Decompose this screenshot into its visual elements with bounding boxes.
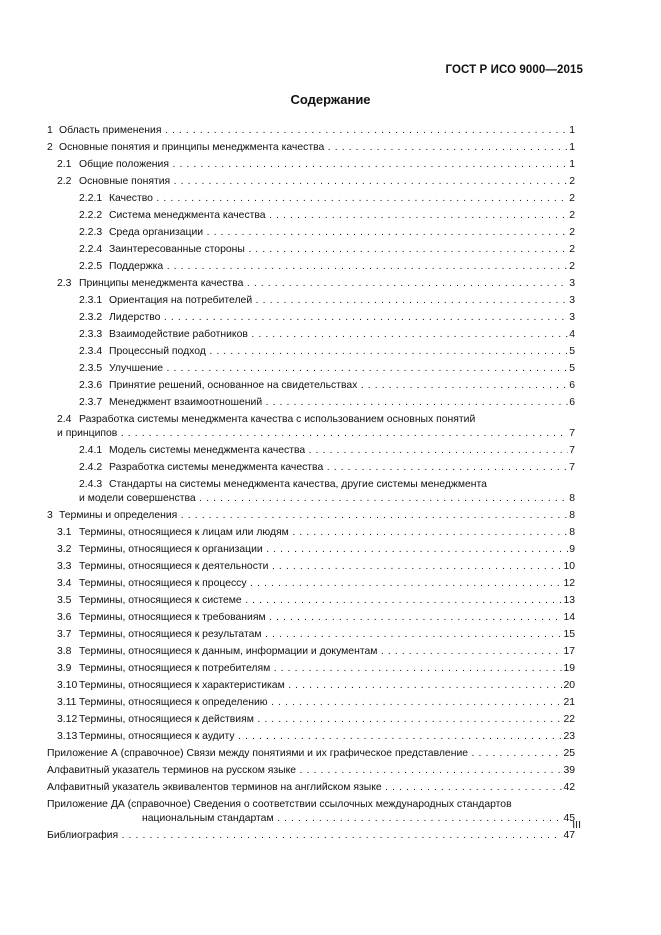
- toc-dot-leader: [285, 680, 575, 691]
- toc-entry-number: 3.13: [57, 731, 78, 742]
- toc-entry-page: 47: [563, 830, 575, 841]
- toc-entry-page: 1: [569, 125, 575, 136]
- toc-dot-leader: [262, 629, 575, 640]
- toc-entry-number: 3.8: [57, 646, 72, 657]
- toc-entry[interactable]: [47, 328, 575, 342]
- table-of-contents: [47, 124, 575, 846]
- toc-entry-title: Термины, относящиеся к организации: [79, 544, 263, 555]
- toc-entry-page: 42: [563, 782, 575, 793]
- toc-dot-leader: [196, 493, 575, 504]
- toc-entry-page: 8: [569, 527, 575, 538]
- toc-entry-number: 2.4.1: [79, 445, 103, 456]
- toc-entry-title: Термины, относящиеся к действиям: [79, 714, 254, 725]
- toc-entry-number: 2.2.4: [79, 244, 103, 255]
- toc-dot-leader: [377, 646, 575, 657]
- toc-entry[interactable]: [47, 209, 575, 223]
- toc-entry[interactable]: [47, 730, 575, 744]
- toc-dot-leader: [305, 445, 575, 456]
- toc-dot-leader: [252, 295, 575, 306]
- toc-entry-number: 2: [47, 142, 53, 153]
- toc-entry-title: Термины, относящиеся к деятельности: [79, 561, 269, 572]
- toc-entry-page: 8: [569, 493, 575, 504]
- toc-entry-number: 2.1: [57, 159, 72, 170]
- toc-entry-title: Термины, относящиеся к процессу: [79, 578, 247, 589]
- toc-entry-page: 7: [569, 428, 575, 439]
- toc-entry-continuation[interactable]: [47, 812, 575, 826]
- toc-entry[interactable]: [47, 294, 575, 308]
- toc-dot-leader: [170, 176, 575, 187]
- toc-entry-page: 12: [563, 578, 575, 589]
- toc-entry-title: Термины, относящиеся к определению: [79, 697, 268, 708]
- toc-entry-page: 5: [569, 363, 575, 374]
- toc-dot-leader: [262, 397, 575, 408]
- toc-entry-page: 7: [569, 445, 575, 456]
- toc-entry-page: 39: [563, 765, 575, 776]
- toc-entry[interactable]: [47, 764, 575, 778]
- toc-entry[interactable]: [47, 798, 575, 812]
- toc-entry-title: Термины, относящиеся к потребителям: [79, 663, 271, 674]
- toc-entry-number: 3.9: [57, 663, 72, 674]
- toc-entry[interactable]: [47, 577, 575, 591]
- toc-entry[interactable]: [47, 611, 575, 625]
- toc-entry-title: Термины, относящиеся к лицам или людям: [79, 527, 289, 538]
- toc-entry-number: 2.3.3: [79, 329, 103, 340]
- toc-entry-page: 10: [563, 561, 575, 572]
- toc-entry-title-continuation: национальным стандартам: [142, 813, 274, 824]
- toc-dot-leader: [169, 159, 575, 170]
- toc-entry[interactable]: [47, 175, 575, 189]
- toc-entry-page: 2: [569, 227, 575, 238]
- toc-entry[interactable]: [47, 461, 575, 475]
- toc-entry-continuation[interactable]: [47, 427, 575, 441]
- toc-dot-leader: [357, 380, 575, 391]
- toc-entry-title: Разработка системы менеджмента качества: [109, 462, 324, 473]
- toc-dot-leader: [248, 329, 575, 340]
- toc-entry[interactable]: [47, 478, 575, 492]
- toc-entry-page: 17: [563, 646, 575, 657]
- toc-entry[interactable]: [47, 192, 575, 206]
- toc-entry-title: Термины, относящиеся к аудиту: [79, 731, 235, 742]
- toc-entry[interactable]: [47, 362, 575, 376]
- toc-entry-page: 2: [569, 244, 575, 255]
- toc-entry[interactable]: [47, 645, 575, 659]
- toc-entry-number: 2.2.1: [79, 193, 103, 204]
- toc-dot-leader: [254, 714, 575, 725]
- standard-code: ГОСТ Р ИСО 9000—2015: [445, 64, 583, 76]
- toc-dot-leader: [266, 210, 575, 221]
- toc-dot-leader: [382, 782, 575, 793]
- toc-entry-page: 5: [569, 346, 575, 357]
- toc-entry-number: 3.4: [57, 578, 72, 589]
- toc-entry-page: 13: [563, 595, 575, 606]
- toc-dot-leader: [118, 830, 575, 841]
- toc-entry[interactable]: [47, 260, 575, 274]
- toc-entry-page: 21: [563, 697, 575, 708]
- toc-entry-page: 15: [563, 629, 575, 640]
- toc-dot-leader: [268, 697, 575, 708]
- toc-entry-number: 2.3.4: [79, 346, 103, 357]
- toc-entry[interactable]: [47, 662, 575, 676]
- toc-entry-title: Библиография: [47, 830, 119, 841]
- toc-entry-page: 22: [563, 714, 575, 725]
- toc-entry-number: 2.3.7: [79, 397, 103, 408]
- toc-entry[interactable]: [47, 311, 575, 325]
- toc-entry-number: 3.10: [57, 680, 78, 691]
- toc-entry-title: Лидерство: [109, 312, 161, 323]
- toc-entry-title: Модель системы менеджмента качества: [109, 445, 306, 456]
- toc-entry-number: 2.3.6: [79, 380, 103, 391]
- toc-dot-leader: [468, 748, 575, 759]
- toc-entry-page: 25: [563, 748, 575, 759]
- toc-entry-page: 3: [569, 295, 575, 306]
- toc-entry-title: Приложение А (справочное) Связи между понятиями и их графическое представление: [47, 748, 469, 759]
- toc-dot-leader: [268, 561, 575, 572]
- toc-dot-leader: [263, 544, 575, 555]
- toc-entry-title: Качество: [109, 193, 153, 204]
- toc-dot-leader: [235, 731, 575, 742]
- toc-entry-page: 7: [569, 462, 575, 473]
- toc-entry-page: 1: [569, 142, 575, 153]
- toc-entry-page: 3: [569, 278, 575, 289]
- toc-entry-page: 9: [569, 544, 575, 555]
- toc-entry-title: Принципы менеджмента качества: [79, 278, 244, 289]
- toc-entry-number: 3.7: [57, 629, 72, 640]
- toc-entry[interactable]: [47, 560, 575, 574]
- toc-entry[interactable]: [47, 243, 575, 257]
- toc-entry-number: 2.3: [57, 278, 72, 289]
- toc-entry-title: Заинтересованные стороны: [109, 244, 245, 255]
- toc-entry[interactable]: [47, 345, 575, 359]
- toc-entry-title: Менеджмент взаимоотношений: [109, 397, 263, 408]
- page-number: III: [572, 819, 581, 831]
- toc-entry[interactable]: [47, 543, 575, 557]
- toc-dot-leader: [274, 813, 575, 824]
- toc-entry-page: 2: [569, 176, 575, 187]
- toc-entry-page: 8: [569, 510, 575, 521]
- toc-entry[interactable]: [47, 781, 575, 795]
- toc-dot-leader: [177, 510, 575, 521]
- toc-entry-title-continuation: и модели совершенства: [79, 493, 196, 504]
- toc-entry-number: 2.3.1: [79, 295, 103, 306]
- toc-entry-title: Приложение ДА (справочное) Сведения о соответствии ссылочных международных стандартов: [47, 799, 512, 810]
- toc-entry-title: Область применения: [59, 125, 162, 136]
- toc-entry[interactable]: [47, 696, 575, 710]
- toc-entry-number: 2.4.2: [79, 462, 103, 473]
- toc-entry-title-continuation: и принципов: [57, 428, 118, 439]
- toc-entry-number: 3.12: [57, 714, 78, 725]
- toc-entry[interactable]: [47, 396, 575, 410]
- toc-dot-leader: [270, 663, 575, 674]
- toc-entry[interactable]: [47, 747, 575, 761]
- toc-entry[interactable]: [47, 526, 575, 540]
- toc-dot-leader: [247, 578, 575, 589]
- toc-entry-page: 2: [569, 210, 575, 221]
- toc-dot-leader: [203, 227, 575, 238]
- toc-entry-title: Термины, относящиеся к результатам: [79, 629, 262, 640]
- toc-entry-title: Термины, относящиеся к данным, информации и документам: [79, 646, 378, 657]
- toc-entry[interactable]: [47, 509, 575, 523]
- toc-entry-page: 20: [563, 680, 575, 691]
- toc-entry[interactable]: [47, 379, 575, 393]
- toc-entry[interactable]: [47, 713, 575, 727]
- toc-dot-leader: [243, 278, 575, 289]
- toc-entry-title: Алфавитный указатель эквивалентов терминов на английском языке: [47, 782, 382, 793]
- toc-entry-page: 4: [569, 329, 575, 340]
- toc-entry-number: 2.2.5: [79, 261, 103, 272]
- toc-dot-leader: [117, 428, 575, 439]
- toc-entry-number: 2.3.2: [79, 312, 103, 323]
- toc-entry-title: Улучшение: [109, 363, 164, 374]
- toc-entry-number: 2.4.3: [79, 479, 103, 490]
- toc-entry-title: Термины, относящиеся к характеристикам: [79, 680, 285, 691]
- toc-dot-leader: [161, 125, 575, 136]
- toc-entry-title: Термины, относящиеся к требованиям: [79, 612, 266, 623]
- toc-entry-title: Разработка системы менеджмента качества с использованием основных понятий: [79, 414, 476, 425]
- toc-dot-leader: [163, 261, 575, 272]
- toc-dot-leader: [206, 346, 575, 357]
- toc-entry[interactable]: [47, 141, 575, 155]
- toc-dot-leader: [242, 595, 575, 606]
- toc-entry-title: Общие положения: [79, 159, 169, 170]
- toc-entry-number: 3.11: [57, 697, 77, 708]
- toc-entry-title: Основные понятия и принципы менеджмента качества: [59, 142, 325, 153]
- toc-entry[interactable]: [47, 679, 575, 693]
- toc-entry-page: 6: [569, 397, 575, 408]
- toc-entry-title: Взаимодействие работников: [109, 329, 248, 340]
- toc-entry-title: Система менеджмента качества: [109, 210, 266, 221]
- toc-entry-number: 2.2.2: [79, 210, 103, 221]
- toc-entry[interactable]: [47, 444, 575, 458]
- toc-entry-page: 2: [569, 261, 575, 272]
- toc-entry-title: Поддержка: [109, 261, 164, 272]
- toc-entry-page: 3: [569, 312, 575, 323]
- toc-entry-title: Ориентация на потребителей: [109, 295, 253, 306]
- toc-dot-leader: [324, 142, 575, 153]
- toc-entry-number: 1: [47, 125, 53, 136]
- toc-entry-title: Стандарты на системы менеджмента качества, другие системы менеджмента: [109, 479, 487, 490]
- toc-entry-title: Среда организации: [109, 227, 204, 238]
- toc-entry-number: 2.3.5: [79, 363, 103, 374]
- toc-entry-number: 2.4: [57, 414, 72, 425]
- toc-entry-number: 2.2.3: [79, 227, 103, 238]
- toc-dot-leader: [160, 312, 575, 323]
- toc-entry[interactable]: [47, 628, 575, 642]
- toc-dot-leader: [245, 244, 575, 255]
- toc-entry-title: Термины и определения: [59, 510, 178, 521]
- toc-entry-number: 3.3: [57, 561, 72, 572]
- toc-entry-title: Процессный подход: [109, 346, 206, 357]
- toc-entry-number: 3.5: [57, 595, 72, 606]
- toc-entry-number: 3.1: [57, 527, 72, 538]
- toc-entry[interactable]: [47, 594, 575, 608]
- toc-entry-page: 6: [569, 380, 575, 391]
- toc-entry-continuation[interactable]: [47, 492, 575, 506]
- toc-entry[interactable]: [47, 124, 575, 138]
- toc-entry[interactable]: [47, 226, 575, 240]
- toc-entry-number: 3.2: [57, 544, 72, 555]
- toc-entry-page: 23: [563, 731, 575, 742]
- toc-entry-title: Термины, относящиеся к системе: [79, 595, 242, 606]
- toc-entry-title: Принятие решений, основанное на свидетельствах: [109, 380, 358, 391]
- toc-dot-leader: [266, 612, 575, 623]
- toc-entry[interactable]: [47, 277, 575, 291]
- toc-entry-number: 2.2: [57, 176, 72, 187]
- toc-entry-page: 1: [569, 159, 575, 170]
- toc-entry-number: 3.6: [57, 612, 72, 623]
- toc-dot-leader: [163, 363, 575, 374]
- toc-entry-title: Алфавитный указатель терминов на русском языке: [47, 765, 297, 776]
- toc-entry[interactable]: [47, 413, 575, 427]
- toc-dot-leader: [289, 527, 575, 538]
- toc-entry[interactable]: [47, 829, 575, 843]
- toc-entry-page: 19: [563, 663, 575, 674]
- toc-dot-leader: [153, 193, 575, 204]
- toc-entry-page: 2: [569, 193, 575, 204]
- toc-dot-leader: [296, 765, 575, 776]
- toc-entry-page: 14: [563, 612, 575, 623]
- toc-entry-number: 3: [47, 510, 53, 521]
- toc-title: Содержание: [290, 92, 371, 107]
- toc-entry-title: Основные понятия: [79, 176, 171, 187]
- toc-entry-page: 45: [563, 813, 575, 824]
- toc-dot-leader: [323, 462, 575, 473]
- toc-entry[interactable]: [47, 158, 575, 172]
